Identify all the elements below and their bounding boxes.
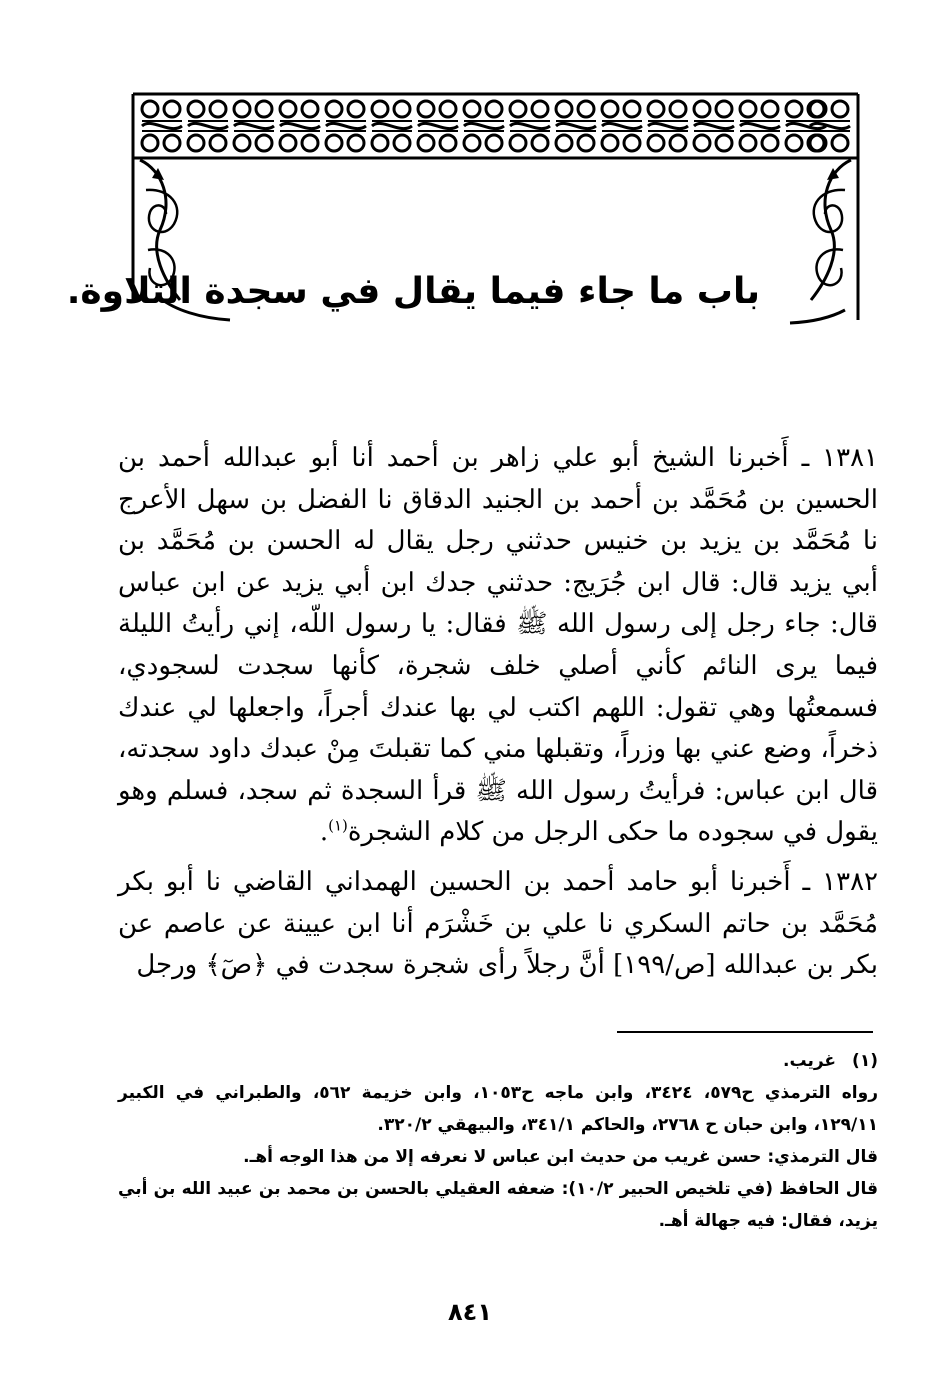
footnote-divider [617,1031,873,1033]
footnote-line: رواه الترمذي ح٥٧٩، ٣٤٢٤، وابن ماجه ح١٠٥٣، وابن خزيمة ٥٦٢، والطبراني في الكبير ١٢٩/١١، وابن حبان ح ٢٧٦٨، والحاكم ٣٤١/١، والبيهقي ٣٢٠/٢. [118,1083,878,1135]
chapter-title: باب ما جاء فيما يقال في سجدة التلاوة. [66,271,760,312]
hadith-paragraph [118,438,878,854]
paragraph-text: ١٣٨٢ ـ أَخبرنا أبو حامد أحمد بن الحسين الهمداني القاضي نا أبو بكر مُحَمَّد بن حاتم السكري نا علي بن خَشْرَم أنا ابن عيينة عن عاصم عن بكر بن عبدالله [ص/١٩٩] أنَّ رجلاً رأى شجرة سجدت في ﴿صٓ﴾ ورجل [118,866,878,981]
footnotes [118,1045,878,1237]
footnote-reference: (١) [328,816,348,835]
paragraph-tail: . [319,817,329,848]
hadith-paragraph [118,862,878,987]
footnote-line: قال الترمذي: حسن غريب من حديث ابن عباس لا نعرفه إلا من هذا الوجه أهـ. [243,1147,878,1167]
footnote-number: (١) [852,1051,878,1071]
paragraph-text: ١٣٨١ ـ أَخبرنا الشيخ أبو علي زاهر بن أحمد أنا أبو عبدالله أحمد بن الحسين بن مُحَمَّد بن أحمد بن الجنيد الدقاق نا الفضل بن سهل الأعرج نا مُحَمَّد بن يزيد بن خنيس حدثني رجل يقال له الحسن بن مُحَمَّد بن أبي يزيد قال: قال ابن جُرَيج: حدثني جدك ابن أبي يزيد عن ابن عباس قال: جاء رجل إلى رسول الله ﷺ فقال: يا رسول اللّه، إني رأيتُ الليلة فيما يرى النائم كأني أصلي خلف شجرة، كأنها سجدت لسجودي، فسمعتُها وهي تقول: اللهم اكتب لي بها عندك أجراً، واجعلها لي عندك ذخراً، وضع عني بها وزراً، وتقبلها مني كما تقبلتَ مِنْ عبدك داود سجدته، قال ابن عباس: فرأيتُ رسول الله ﷺ قرأ السجدة ثم سجد، فسلم وهو يقول في سجوده ما حكى الرجل من كلام الشجرة [118,443,878,848]
footnote-heading [118,1045,878,1077]
main-text [118,438,878,987]
page-number: ٨٤١ [448,1298,492,1326]
footnote-head: غريب. [783,1051,837,1071]
footnote-line: قال الحافظ (في تلخيص الحبير ١٠/٢): ضعفه العقيلي بالحسن بن محمد بن عبيد الله بن أبي يزيد، فقال: فيه جهالة أهـ. [118,1179,878,1231]
